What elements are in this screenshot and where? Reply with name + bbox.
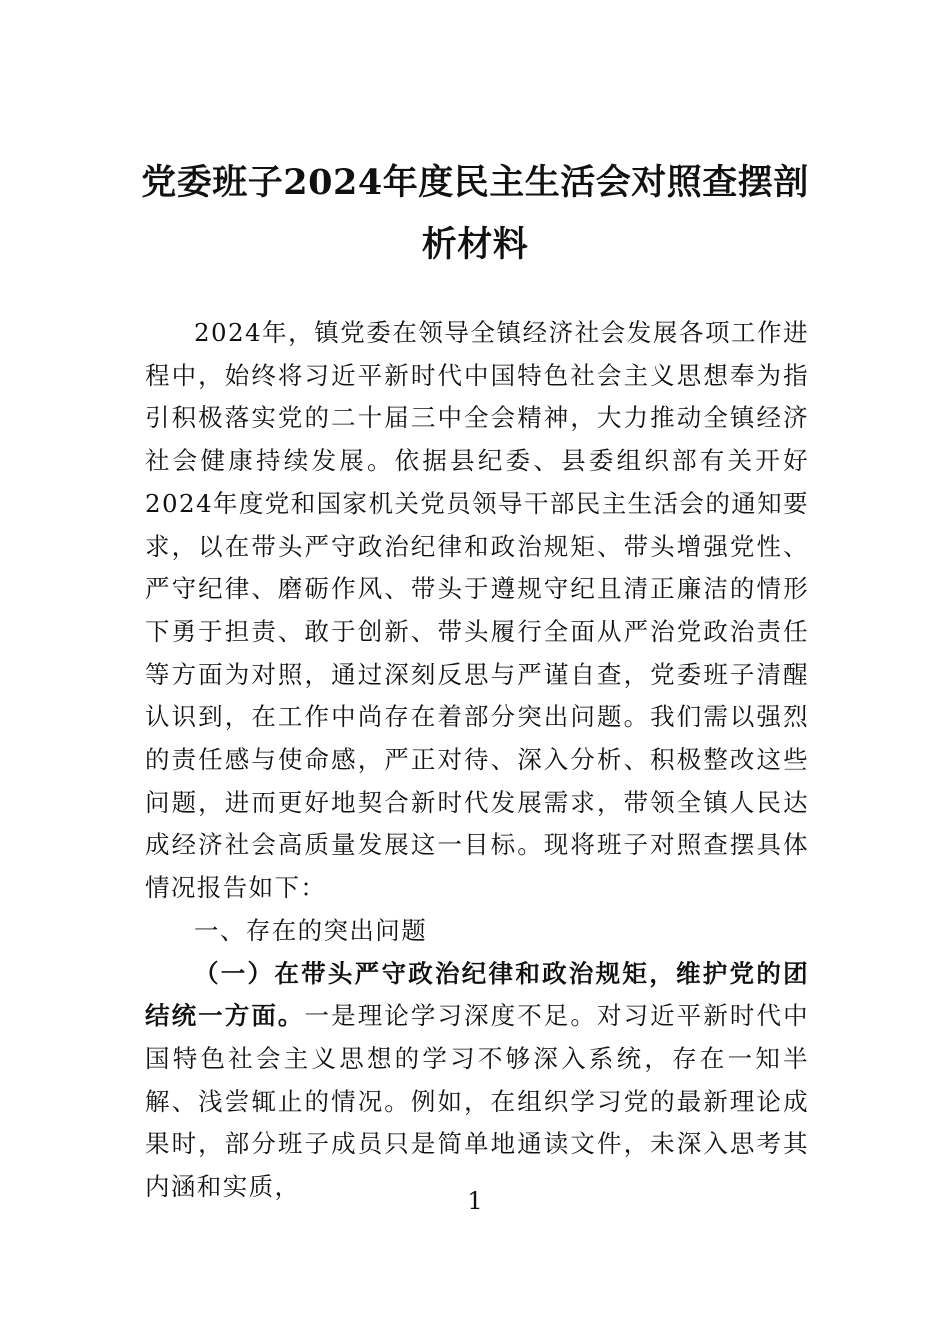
- section-heading: 一、存在的突出问题: [194, 915, 428, 945]
- page-number: 1: [467, 1187, 483, 1215]
- document-title-line-2: 析材料: [421, 224, 529, 265]
- subsection-paragraph: [145, 953, 809, 1209]
- intro-paragraph: 2024年，镇党委在领导全镇经济社会发展各项工作进程中，始终将习近平新时代中国特色社会主义思想奉为指引积极落实党的二十届三中全会精神，大力推动全镇经济社会健康持续发展。依据县纪委、县委组织部有关开好2024年度党和国家机关党员领导干部民主生活会的通知要求，以在带头严守政治纪律和政治规矩、带头增强党性、严守纪律、磨砺作风、带头于遵规守纪且清正廉洁的情形下勇于担责、敢于创新、带头履行全面从严治党政治责任等方面为对照，通过深刻反思与严谨自查，党委班子清醒认识到，在工作中尚存在着部分突出问题。我们需以强烈的责任感与使命感，严正对待、深入分析、积极整改这些问题，进而更好地契合新时代发展需求，带领全镇人民达成经济社会高质量发展这一目标。现将班子对照查摆具体情况报告如下：: [145, 318, 809, 903]
- document-title-line-1: 党委班子2024年度民主生活会对照查摆剖: [141, 162, 809, 203]
- subsection-heading: （一）在带头严守政治纪律和政治规矩，维护党的团结统一方面。: [145, 958, 809, 1031]
- subsection-text: 一是理论学习深度不足。对习近平新时代中国特色社会主义思想的学习不够深入系统，存在一知半解、浅尝辄止的情况。例如，在组织学习党的最新理论成果时，部分班子成员只是简单地通读文件，未深入思考其内涵和实质，: [145, 1001, 809, 1202]
- document-body: [145, 312, 809, 1209]
